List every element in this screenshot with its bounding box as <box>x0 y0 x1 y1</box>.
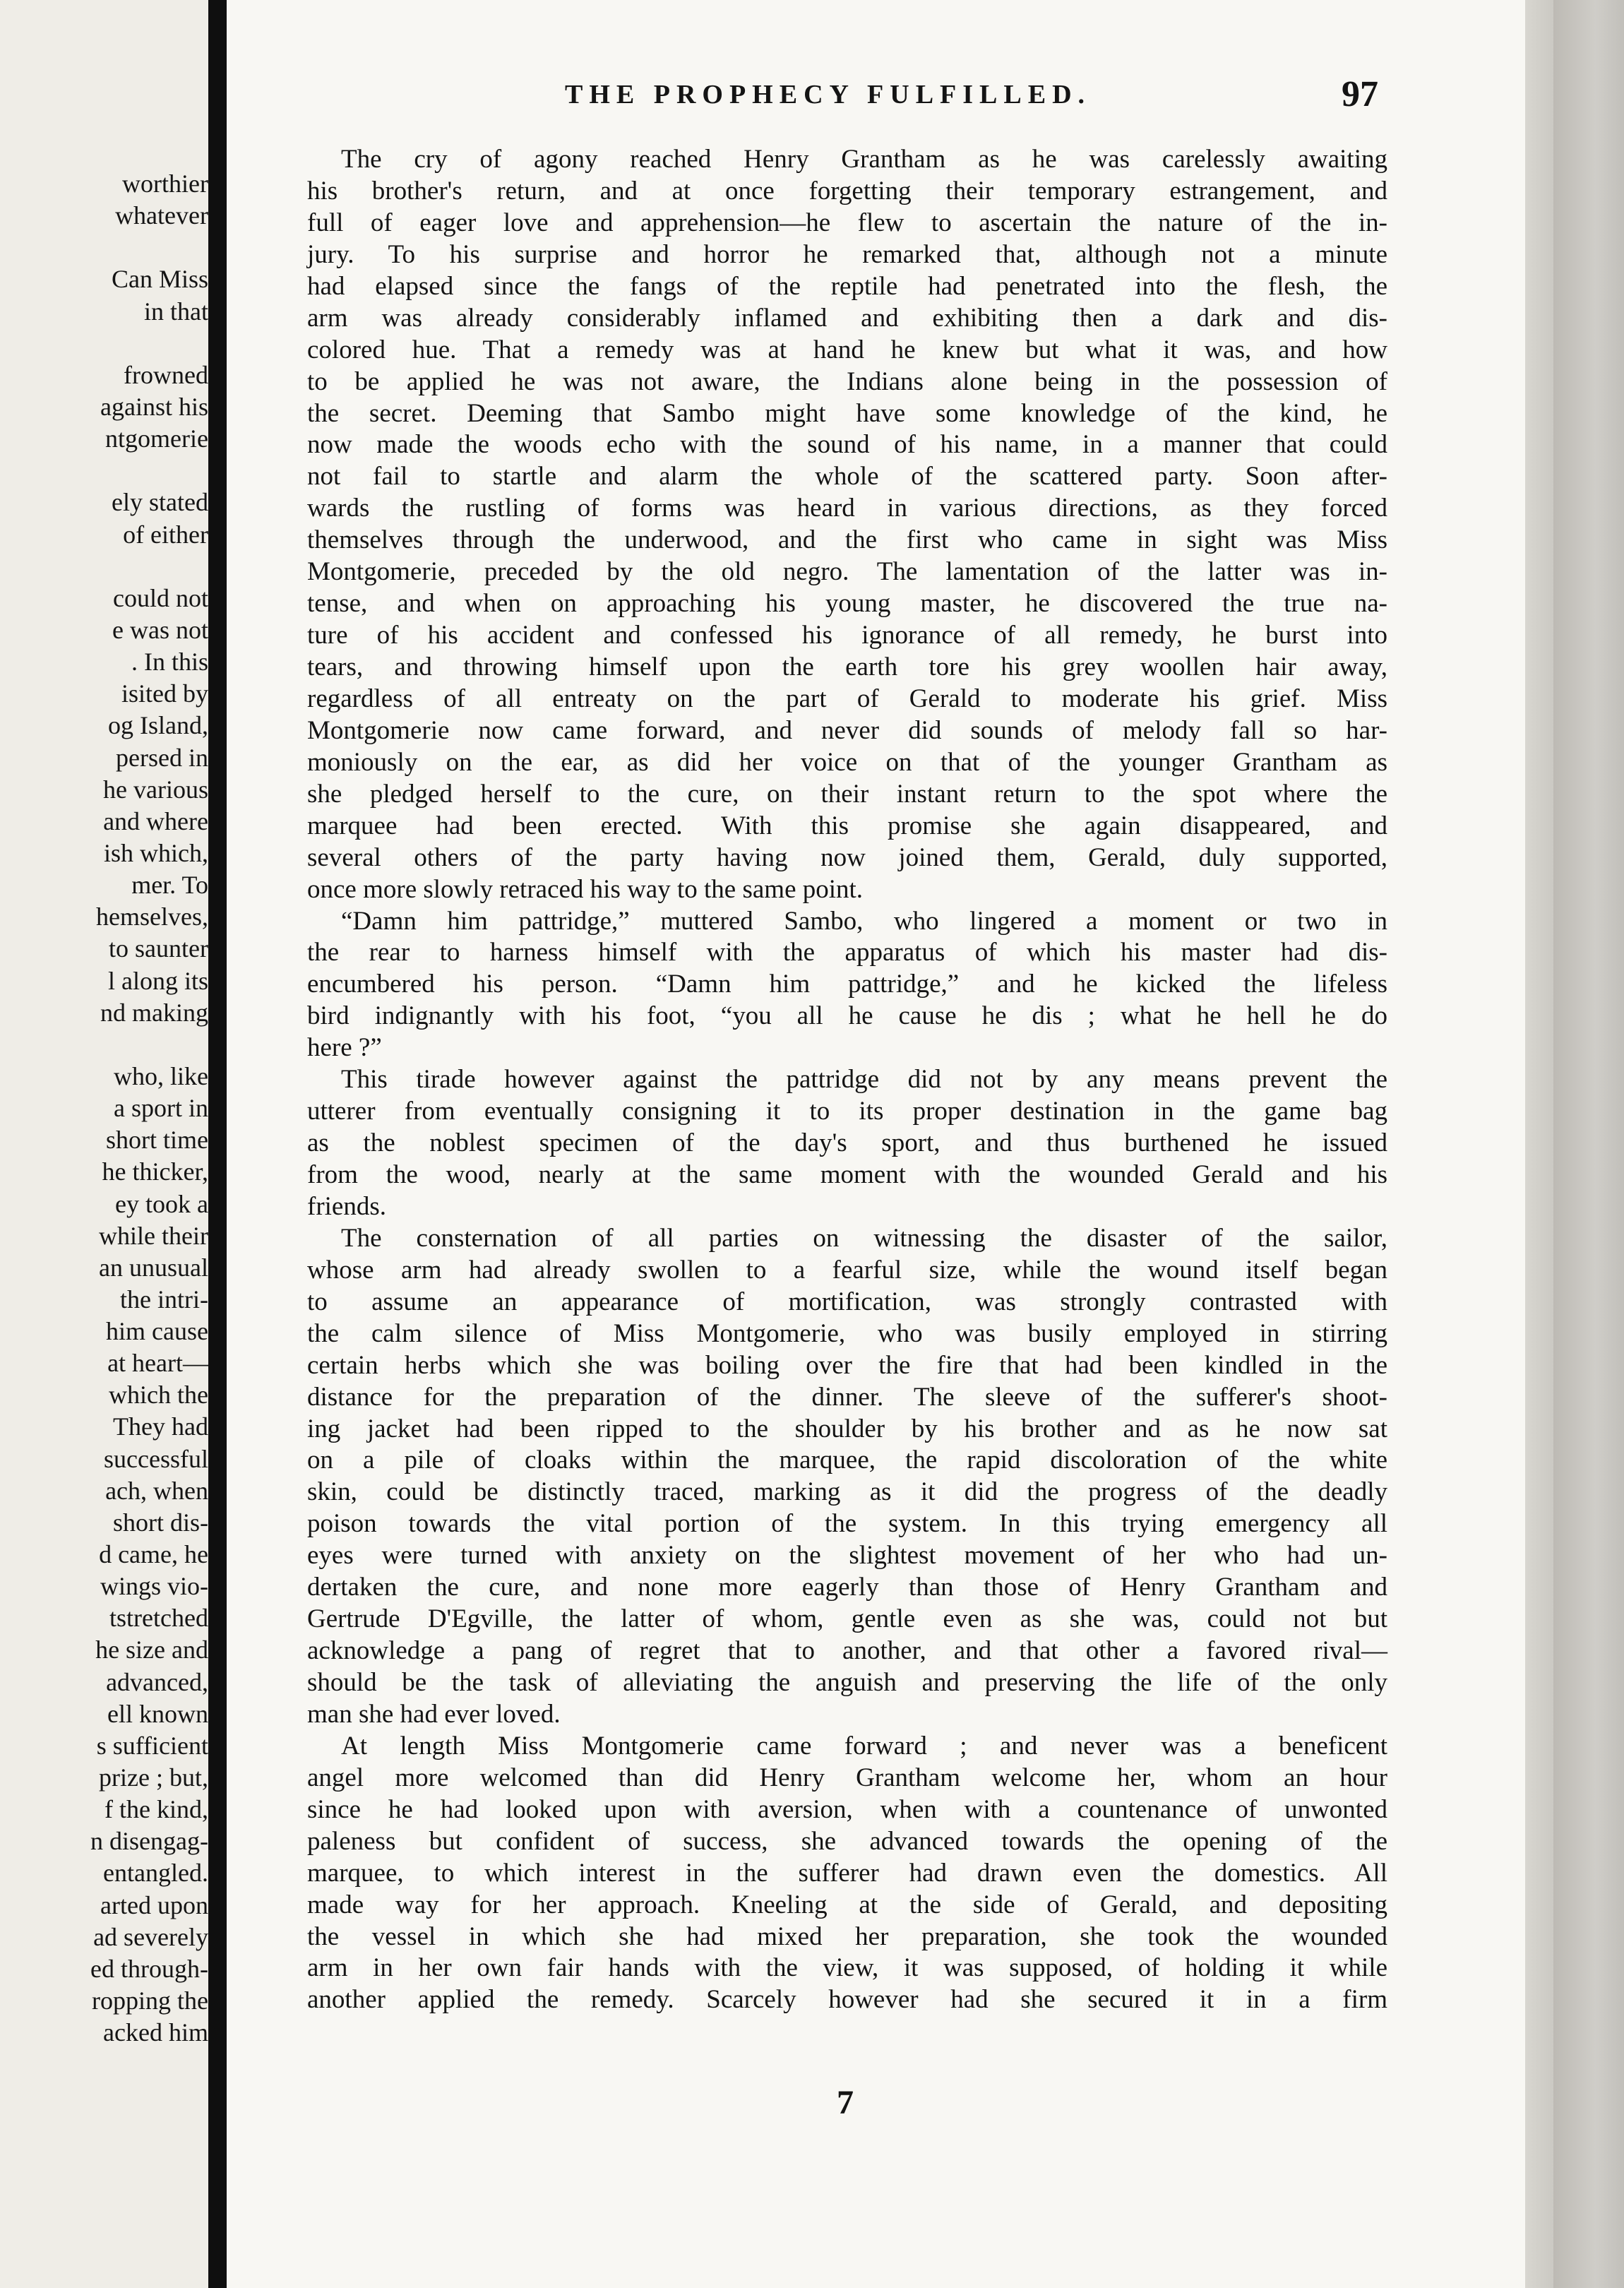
left-page-fragment: while their <box>99 1221 208 1250</box>
text-line: poison towards the vital portion of the system. In this trying emergency all <box>307 1509 1387 1539</box>
left-page-fragment: against his <box>100 392 208 421</box>
left-page-fragment: worthier <box>122 169 208 198</box>
page-number: 97 <box>1342 74 1378 114</box>
left-page-fragment: a sport in <box>114 1094 208 1123</box>
text-line: The consternation of all parties on witnessing the disaster of the sailor, <box>341 1223 1387 1253</box>
text-line: since he had looked upon with aversion, when with a countenance of unwonted <box>307 1794 1387 1824</box>
left-page-fragment: in that <box>144 297 208 326</box>
left-page-fragment: nd making <box>100 998 208 1027</box>
text-line: jury. To his surprise and horror he remarked that, although not a minute <box>307 239 1387 269</box>
left-page-fragment: he various <box>103 775 208 804</box>
text-line: moniously on the ear, as did her voice on that of the younger Grantham as <box>307 747 1387 777</box>
left-page-fragment: isited by <box>121 679 208 708</box>
left-page-fragment: who, like <box>114 1061 208 1090</box>
text-line: as the noblest specimen of the day's sport, and thus burthened he issued <box>307 1128 1387 1158</box>
left-page-fragment: advanced, <box>106 1667 208 1696</box>
left-page-fragment: persed in <box>116 743 208 772</box>
left-page-fragment: successful <box>104 1444 208 1473</box>
left-page-fragment: of either <box>123 520 208 549</box>
text-line: arm was already considerably inflamed and exhibiting then a dark and dis- <box>307 303 1387 333</box>
signature-mark: 7 <box>837 2084 854 2121</box>
text-line: Gertrude D'Egville, the latter of whom, gentle even as she was, could not but <box>307 1604 1387 1634</box>
text-line: arm in her own fair hands with the view, it was supposed, of holding it while <box>307 1953 1387 1983</box>
text-line: his brother's return, and at once forgetting their temporary estrangement, and <box>307 176 1387 205</box>
text-line: certain herbs which she was boiling over the fire that had been kindled in the <box>307 1350 1387 1380</box>
text-line: paleness but confident of success, she advanced towards the opening of the <box>307 1826 1387 1856</box>
text-line: the secret. Deeming that Sambo might have some knowledge of the kind, he <box>307 398 1387 428</box>
text-line: “Damn him pattridge,” muttered Sambo, who lingered a moment or two in <box>341 906 1387 936</box>
text-line: several others of the party having now joined them, Gerald, duly supported, <box>307 842 1387 872</box>
left-page-fragment: which the <box>109 1381 208 1410</box>
left-page-fragment: ropping the <box>92 1986 208 2015</box>
text-line: The cry of agony reached Henry Grantham as he was carelessly awaiting <box>341 145 1387 174</box>
text-line: should be the task of alleviating the anguish and preserving the life of the only <box>307 1668 1387 1697</box>
left-page-fragment: d came, he <box>99 1540 208 1569</box>
text-line: colored hue. That a remedy was at hand he knew but what it was, and how <box>307 335 1387 364</box>
left-page-fragment: ed through- <box>90 1954 208 1983</box>
text-line: on a pile of cloaks within the marquee, the rapid discoloration of the white <box>307 1446 1387 1475</box>
left-page-fragment: hemselves, <box>96 902 208 931</box>
text-line: eyes were turned with anxiety on the slightest movement of her who had un- <box>307 1541 1387 1571</box>
text-line: marquee had been erected. With this promise she again disappeared, and <box>307 811 1387 840</box>
left-page-fragment: at heart— <box>107 1349 208 1378</box>
text-line: distance for the preparation of the dinner. The sleeve of the sufferer's shoot- <box>307 1382 1387 1412</box>
text-line: wards the rustling of forms was heard in various directions, as they forced <box>307 494 1387 523</box>
left-page-fragment: the intri- <box>120 1285 208 1313</box>
left-page-fragment: e was not <box>112 615 208 644</box>
left-page-fragment: mer. To <box>131 871 208 900</box>
text-line: the calm silence of Miss Montgomerie, who was busily employed in stirring <box>307 1318 1387 1348</box>
left-page-fragment: short time <box>106 1126 208 1155</box>
left-page-fragment: ntgomerie <box>105 424 208 453</box>
left-page-fragment: whatever <box>115 201 208 230</box>
body-text <box>307 144 1387 2016</box>
text-line: tense, and when on approaching his young master, he discovered the true na- <box>307 589 1387 619</box>
text-line: ing jacket had been ripped to the shoulder by his brother and as he now sat <box>307 1414 1387 1443</box>
page-stack-shadow <box>1553 0 1624 2288</box>
left-page-fragment: l along its <box>108 966 208 995</box>
text-line: acknowledge a pang of regret that to another, and that other a favored rival— <box>307 1636 1387 1666</box>
left-page-fragment: ach, when <box>105 1476 208 1505</box>
left-page-fragment <box>25 455 208 487</box>
text-line: friends. <box>307 1191 386 1221</box>
left-page-fragment: prize ; but, <box>99 1763 208 1792</box>
text-line: At length Miss Montgomerie came forward ; and never was a beneficent <box>341 1731 1387 1760</box>
left-page-fragment: ey took a <box>115 1189 208 1218</box>
text-line: to be applied he was not aware, the Indians alone being in the possession of <box>307 367 1387 396</box>
text-line: to assume an appearance of mortification, was strongly contrasted with <box>307 1287 1387 1316</box>
left-page-fragment: tstretched <box>109 1604 208 1633</box>
text-line: Montgomerie now came forward, and never did sounds of melody fall so har- <box>307 715 1387 745</box>
left-page-fragment: ell known <box>107 1699 208 1728</box>
left-page-fragment: ish which, <box>104 838 208 867</box>
page-stack-edge <box>1525 0 1624 2288</box>
text-line: dertaken the cure, and none more eagerly than those of Henry Grantham and <box>307 1573 1387 1602</box>
left-page-fragment: og Island, <box>108 711 208 740</box>
running-head: THE PROPHECY FULFILLED. <box>565 80 1092 109</box>
left-page-fragment: entangled. <box>103 1859 208 1888</box>
left-page-fragment: s sufficient <box>96 1731 208 1760</box>
left-page-fragment: acked him <box>103 2018 208 2047</box>
left-facing-page-edge <box>0 0 208 2288</box>
left-page-fragment: arted upon <box>100 1890 208 1919</box>
text-line: This tirade however against the pattridge did not by any means prevent the <box>341 1065 1387 1095</box>
text-line: another applied the remedy. Scarcely however had she secured it in a firm <box>307 1985 1387 2015</box>
left-page-fragment: n disengag- <box>90 1827 208 1856</box>
text-line: tears, and throwing himself upon the earth tore his grey woollen hair away, <box>307 653 1387 681</box>
left-page-fragment: short dis- <box>113 1508 208 1537</box>
left-page-fragment: Can Miss <box>111 265 208 294</box>
text-line: encumbered his person. “Damn him pattridge,” and he kicked the lifeless <box>307 970 1387 999</box>
left-page-fragment: wings vio- <box>100 1572 208 1601</box>
left-page-fragment: to saunter <box>109 934 208 963</box>
left-page-fragment: he size and <box>95 1635 208 1664</box>
text-line: bird indignantly with his foot, “you all he cause he dis ; what he hell he do <box>307 1001 1387 1031</box>
left-page-fragment <box>25 1029 208 1061</box>
text-line: from the wood, nearly at the same moment with the wounded Gerald and his <box>307 1160 1387 1189</box>
text-line: Montgomerie, preceded by the old negro. The lamentation of the latter was in- <box>307 557 1387 587</box>
left-page-fragment: he thicker, <box>102 1157 208 1186</box>
text-line: angel more welcomed than did Henry Grantham welcome her, whom an hour <box>307 1763 1387 1792</box>
text-line: marquee, to which interest in the sufferer had drawn even the domestics. All <box>307 1858 1387 1888</box>
text-line: man she had ever loved. <box>307 1699 561 1729</box>
left-page-fragment: They had <box>113 1412 208 1441</box>
text-line: utterer from eventually consigning it to its proper destination in the game bag <box>307 1097 1387 1126</box>
text-line: once more slowly retraced his way to the same point. <box>307 874 864 904</box>
text-line: made way for her approach. Kneeling at the side of Gerald, and depositing <box>307 1890 1387 1919</box>
text-line: she pledged herself to the cure, on their instant return to the spot where the <box>307 779 1387 809</box>
text-line: not fail to startle and alarm the whole of the scattered party. Soon after- <box>307 462 1387 491</box>
text-line: regardless of all entreaty on the part of Gerald to moderate his grief. Miss <box>307 684 1387 713</box>
text-line: here ?” <box>307 1033 382 1063</box>
left-page-fragment: ad severely <box>93 1922 208 1951</box>
left-page-fragment <box>25 328 208 359</box>
left-page-fragment: . In this <box>131 648 208 677</box>
left-page-fragment <box>25 232 208 263</box>
left-page-fragment: and where <box>103 806 208 835</box>
left-page-fragment: frowned <box>124 360 208 389</box>
text-line: skin, could be distinctly traced, marking as it did the progress of the deadly <box>307 1477 1387 1507</box>
text-line: now made the woods echo with the sound of his name, in a manner that could <box>307 430 1387 460</box>
left-page-fragment: an unusual <box>99 1253 208 1282</box>
text-line: ture of his accident and confessed his ignorance of all remedy, he burst into <box>307 621 1387 650</box>
left-page-fragment <box>25 551 208 583</box>
text-line: the rear to harness himself with the apparatus of which his master had dis- <box>307 938 1387 967</box>
book-gutter <box>208 0 227 2288</box>
text-line: whose arm had already swollen to a fearful size, while the wound itself began <box>307 1255 1387 1285</box>
text-line: the vessel in which she had mixed her preparation, she took the wounded <box>307 1921 1387 1951</box>
left-page-fragment: him cause <box>106 1317 208 1346</box>
text-line: themselves through the underwood, and the first who came in sight was Miss <box>307 525 1387 555</box>
left-page-fragment: f the kind, <box>105 1795 208 1824</box>
text-line: full of eager love and apprehension—he flew to ascertain the nature of the in- <box>307 208 1387 237</box>
left-page-fragment: could not <box>113 583 208 612</box>
left-page-fragment: ely stated <box>112 488 208 517</box>
text-line: had elapsed since the fangs of the reptile had penetrated into the flesh, the <box>307 271 1387 301</box>
left-page-text-fragments <box>25 168 208 2049</box>
